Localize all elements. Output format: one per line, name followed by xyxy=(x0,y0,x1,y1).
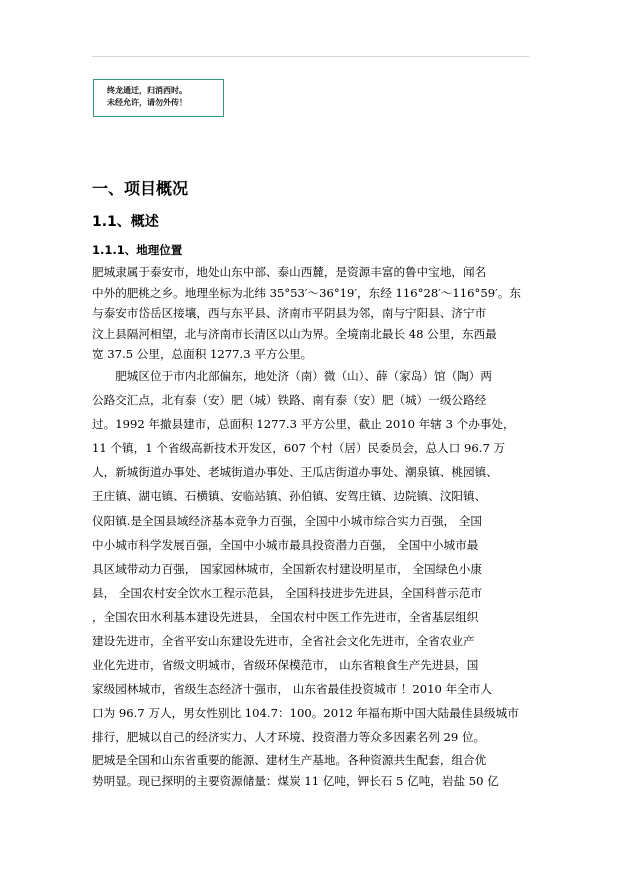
text-line: 肥城隶属于泰安市，地处山东中部、泰山西麓，是资源丰富的鲁中宝地，闻名 xyxy=(92,265,487,279)
text-line: 肥城是全国和山东省重要的能源、建材生产基地。各种资源共生配套，组合优 xyxy=(92,753,487,767)
text-line: 建设先进市，全省平安山东建设先进市，全省社会文化先进市，全省农业产 xyxy=(92,634,475,649)
text-line: 11 个镇，1 个省级高新技术开发区，607 个村（居）民委员会，总人口 96.7 万 xyxy=(92,441,506,456)
text-line: 业化先进市，省级文明城市，省级环保模范市， 山东省粮食生产先进县，国 xyxy=(92,658,479,673)
text-line: 势明显。现已探明的主要资源储量：煤炭 11 亿吨，钾长石 5 亿吨，岩盐 50 亿 xyxy=(92,773,499,788)
notice-line-2: 未经允许，请勿外传！ xyxy=(107,98,187,107)
text-line: 中外的肥桃之乡。地理坐标为北纬 35°53′～36°19′，东经 116°28′～116°59′。东 xyxy=(92,285,521,300)
text-line: 具区域带动力百强， 国家园林城市，全国新农村建设明星市， 全国绿色小康 xyxy=(92,561,482,576)
text-line: 与泰安市岱岳区接壤，西与东平县、济南市平阴县为邻，南与宁阳县、济宁市 xyxy=(92,306,487,321)
section-heading-1-1: 1.1、概述 xyxy=(92,214,159,230)
text-line: ，全国农田水利基本建设先进县， 全国农村中医工作先进市，全省基层组织 xyxy=(92,609,479,624)
section-heading-1-1-1: 1.1.1、地理位置 xyxy=(92,243,183,257)
text-line: 中小城市科学发展百强，全国中小城市最具投资潜力百强， 全国中小城市最 xyxy=(92,537,479,552)
notice-line-1: 终龙通迁，归消西时。 xyxy=(107,86,187,95)
text-line: 仪阳镇.是全国县域经济基本竞争力百强，全国中小城市综合实力百强， 全国 xyxy=(92,513,482,528)
text-line: 王庄镇、湖屯镇、石横镇、安临站镇、孙伯镇、安驾庄镇、边院镇、汶阳镇、 xyxy=(92,489,487,504)
paragraph-geography xyxy=(92,262,532,365)
paragraph-resources xyxy=(92,750,532,791)
text-line: 宽 37.5 公里，总面积 1277.3 平方公里。 xyxy=(92,347,313,362)
text-line: 县， 全国农村安全饮水工程示范县， 全国科技进步先进县，全国科普示范市 xyxy=(92,585,482,600)
text-line: 肥城区位于市内北部偏东，地处济（南）微（山）、薛（家岛）馆（陶）两 xyxy=(92,369,492,383)
text-line: 排行，肥城以自己的经济实力、人才环境、投资潜力等众多因素名列 29 位。 xyxy=(92,730,486,745)
text-line: 人，新城街道办事处、老城街道办事处、王瓜店街道办事处、潮泉镇、桃园镇、 xyxy=(92,465,498,480)
section-heading-1: 一、项目概况 xyxy=(92,179,189,198)
text-line: 过。1992 年撤县建市，总面积 1277.3 平方公里，截止 2010 年辖 3 个办事处， xyxy=(92,417,515,432)
text-line: 公路交汇点，北有泰（安）肥（城）铁路、南有泰（安）肥（城）一级公路经 xyxy=(92,393,487,408)
header-divider xyxy=(92,56,529,57)
text-line: 汶上县隔河相望，北与济南市长清区以山为界。全境南北最长 48 公里，东西最 xyxy=(92,326,497,341)
text-line: 口为 96.7 万人，男女性别比 104.7：100。2012 年福布斯中国大陆最佳县级城市 xyxy=(92,706,519,721)
paragraph-district xyxy=(92,364,532,750)
text-line: 家级园林城市，省级生态经济十强市， 山东省最佳投资城市 ！2010 年全市人 xyxy=(92,682,492,697)
confidentiality-notice xyxy=(93,79,224,117)
